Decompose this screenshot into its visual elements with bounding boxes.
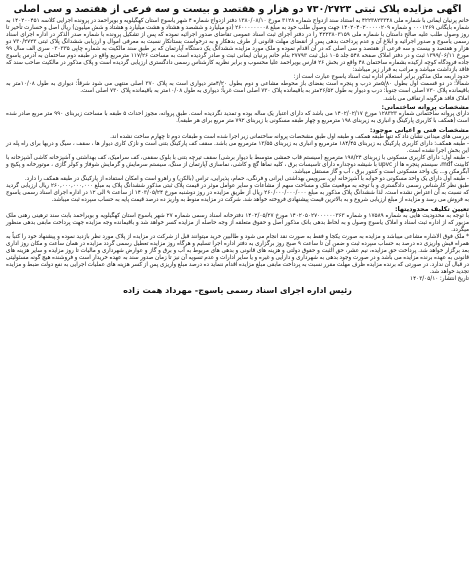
notice-title: آگهی مزایده پلاک ثبتی ۷۳۰/۲۷۲۳ دو هزار و هفتصد و بیست و سه فرعی از هفتصد و سی اصلی <box>13 4 462 15</box>
signature-line: رئیس اداره اجرای اسناد رسمی یاسوج- مهرداد همت زاده <box>123 285 352 296</box>
bounds-paragraph: شمالاً: در دو قسمت اول بطول ۵/۸۰متر درب و پنجره است بفضای باز محوطه مشاعی و دوم بطول ۴/۲۰متر دیواری است به پلاک ۳۷۰ اصلی منتهی می شود شرقاً: دیواری به طول ۱۰/۰۸متر به باقیمانده پلاک ۷۳۰ اصلی است جنوباً: درب و دیوار به طول ۲۶/۵۲متر به باقیمانده پلاک ۷۳۰ اصلی است غرباً: دیواری به طول ۱۰/۰۸متر به باقیمانده پلاک ۷۳۰ اصلی است. <box>6 81 470 95</box>
restrictions-paragraph: با توجه به محدودیت هایی به شماره ۱۷۵۸۹ و شماره ۱۴۰۲۰۵۰۲۷۰۰۰۰۰۰۳۶۳ مورخ ۱۴۰۲/۰۵/۲۷ دفترخانه اسناد رسمی شماره ۲۷ شهر یاسوج استان کهگیلویه و بویراحمد بابت سند ترهینی رهنی ملک مزبور که از اداره ثبت اسناد و املاک یاسوج وصول و به لحاظ بدهی بانک مذکور اصل و حقوق متعلقه از وجه حاصله از مزایده کسر خواهد شد و باقیمانده وجه مزایده جهت پرداخت مابقی بدهی منظور میگردد. <box>6 212 469 233</box>
valuation-paragraph: طبق نظر کارشناس رسمی دادگستری و با توجه به موقعیت ملک و مساحت سهم از مشاعات و سایر عوامل موثر در قیمت پلاک ثبتی مذکور ششدانگ پلاک به مبلغ ۲۶۰,۰۰۰,۰۰۰,۰۰۰ ریال ارزیابی گردید که نسبت به آن اعتراض نشده است. لذا ششدانگ پلاک مذکور به مبلغ ۲۶۰/۰۰۰/۰۰۰/۰۰۰ ریال از طریق مزایده در روز دوشنبه مورخ ۱۴۰۳/۰۵/۲۴ از ساعت ۹ الی ۱۲ در اداره اجرای اسناد رسمی یاسوج به فروش می رسد و مزایده از مبلغ ارزیابی شروع و به بالاترین قیمت پیشنهادی فروخته خواهد شد. شرکت در مزایده منوط به واریز ده درصد قیمت پایه به حساب سپرده ثبت میباشد. <box>6 182 469 204</box>
first-floor-layout-paragraph: - طبقه اول دارای یک واحد مسکونی دو خوابه با آشپزخانه اپن، سرویس بهداشتی ایرانی و فرنگی، حمام، پذیرایی، تراس (بالکن) و راهرو است و امکان استفاده از پارکینگ در طبقه همکف را دارد. <box>24 175 469 182</box>
bounds-note: املاک فاقد هرگونه ارتفاقی می باشد. <box>383 95 469 102</box>
building-permit-heading: مشخصات پروانه ساختمانی: <box>381 103 469 112</box>
ground-floor-paragraph: - طبقه همکف: دارای کاربری پارکینگ به زیربنای ۱۸۴/۴۵ مترمربع و انباری به زیربنای ۱۳/۵۵ مترمربع می باشد. سقف کف پارکینگ بتنی است و نازک کاری دیوار ها ، سقف ، سیگ و دربها برای راه پله در این بخش اجرا نشده است. <box>6 140 469 154</box>
technical-specs-heading: مشخصات فنی و اعیانی موجود: <box>369 125 469 134</box>
bounds-heading: حدود اربعه ملک مذکور برابر استعلام اداره ثبت اسناد یاسوج عبارت است از: <box>293 74 469 81</box>
building-permit-paragraph: دارای پروانه ساختمانی شماره ۱۲۸۳۲۳ مورخ ۱۴۰۲/۰۲/۱۷ می باشد که دارای اعتبار یک ساله بوده و تمدید نگردیده است. طبق پروانه، مجوز احداث ۵ طبقه با مساحت زیربنای ۹۹۰ متر مربع صادر شده است (همکف با کاربری پارکینگ و انباری به زیربنای ۱۹۸ مترمربع و چهار طبقه مسکونی با زیربنای ۷۹۲ متر مربع برای هر طبقه). <box>6 111 469 125</box>
technical-specs-paragraph: بررسی های میدانی نشان داد که تنها طبقه همکف و طبقه اول طبق مشخصات پروانه ساختمانی زیر اجرا شده است و طبقات دوم تا چهارم ساخت نشده اند. <box>110 133 469 140</box>
conditions-paragraph: * ملک فوق الاشاره مشاعی میباشد و مزایده به صورت یکجا و فقط به صورت نقد انجام می شود و طالبین خرید میتوانند قبل از شرکت در مزایده از پلاک مورد نظر بازدید نموده و پیشنهاد خود را کتباً به همراه فیش واریزی ده درصد به حساب سپرده ثبت و ضمن آن تا ساعت ۹ صبح روز برگزاری به دفتر اداره اجرا تسلیم و هرگاه روز مزایده تعطیل رسمی گردد مزایده در همان ساعت و مکان روز اداری بعد برگزار خواهد شد. پرداخت حق مزایده، نیم عشر، حق الثبت و حقوق دولتی و هزینه های قانونی و بدهی های مربوط به آب و برق و گاز و عوارض شهرداری و مالیات تا روز مزایده و سایر هزینه های قانونی به عهده برنده مزایده می باشد و در صورت وجود بدهی به شهرداری و دارایی و غیره و یا سایر ادارات و عدم تسویه آن نیز تا زمان صدور سند به عهده خریدار است و فروشنده هیچ گونه مسئولیتی در قبال آن ندارد. در صورتی که برنده مزایده ظرف مهلت مقرر نسبت به پرداخت مابقی مبلغ مزایده اقدام ننماید ده درصد مبلغ واریزی پس از کسر هزینه های عملیات اجرایی به نفع دولت ضبط و مزایده تجدید خواهد شد. <box>6 233 470 275</box>
restrictions-heading: تعیین تکلیف محدودیتها: <box>394 204 469 213</box>
first-floor-paragraph: - طبقه اول: دارای کاربری مسکونی با زیربنای ۱۹۸/۲۴ مترمربع (سیستم قاب خمشی متوسط با دیوار برشی) سقف تیرچه بتنی با بلوک سقفی، کف سرامیک، کف بهداشتی و آشپزخانه کاشی آشپزخانه با کابینت mdf، سیستم پنجره ها از upvc با شیشه دوجداره دارای تاسیسات برق ، کلیه نماها گچ و کاشی، نماسازی آپارتمان از سنگ، سیستم سرمایش و گرمایش شوفاژ و کولر گازی ، موتورخانه و پکیج و آبگرمکن و... یک واحد مسکونی است و کنتور برق ، آب و گاز مستقل میباشد. <box>6 154 469 175</box>
publication-date: تاریخ انتشار: ۱۴۰۳/۰۵/۱۰ <box>410 276 469 283</box>
intro-paragraph: خانم پرنیان ایمانی با شماره ملی ۴۲۲۳۸۲۳۳۴۸ به استناد سند ازدواج شماره ۳۱۲۸ مورخ ۱۳۸۰/۰۸/۱۰ دفتر ازدواج شماره ۴ شهر یاسوج استان کهگیلویه و بویراحمد در پرونده اجرایی کلاسه ۱۴۰۲۰۰۴۵۱ به شماره بایگانی ۰۰۰۱۲۶۹ و شماره ۱۴۰۲۰۴۰۲۰۰۰۰۰۲۰۹ جهت وصول طلب خود به مبلغ ۲۶۰۰۰۰۰۰۰۰۸ (دو میلیارد و ششصد و هشتاد و هشت میلیارد و هشتاد و شش میلیون) ریال اصل و خسارت تأخیر تا روز وصول طلب علیه صالح داستان با شماره ملی ۴۲۲۳۸۰۳۱۵۹ را در دفتر اجرای ثبت اسناد عمومی تقاضای صدور اجرائیه نموده که پس از تشکیل پرونده با شماره صدر الذکر در اداره اجرای اسناد رسمی یاسوج و صدور اجرائیه و ابلاغ آن و عدم پرداخت بدهی پس از انقضای مهلت قانونی از طرف بدهکار و به درخواست بستانکار نسبت به معرفی اموال و ارزیابی ششدانگ پلاک ثبتی ۷۳۰/۲۷۲۳ دو هزار و هفتصد و بیست و سه فرعی از هفتصد و سی اصلی که در آن اقدام نموده و ملک مورد مزایده ششدانگ یک دستگاه آپارتمان که بر طبق سند مالکیت به شماره چاپی ۰۳۰۳۳۵ سری الف سال ۹۹ مورخ ۱۳۹۹/۰۶/۱۱ ثبت و در دفتر املاک صفحه ۵۴۸ جلد ۱۰۵ ذیل ثبت ۲۷۷۹۳ بنام خانم پرنیان ایمانی ثبت و صادر گردیده است به مساحت ۱۱۷/۲۶ مترمربع واقع در طبقه دوم ساختمان به آدرس یاسوج جاده فرودگاه کوچه ارکیده بشماره ساختمان ۴۸ واقع در بخش ۲۶ فارس بویراحمد علیا محسوب و برابر نظریه کارشناس رسمی دادگستری ارزیابی گردیده است و پلاک مذکور در مالکیت صاحب سند که فاقد بازداشت میباشد و مراتب به قرار زیر میباشد: <box>5 18 470 74</box>
